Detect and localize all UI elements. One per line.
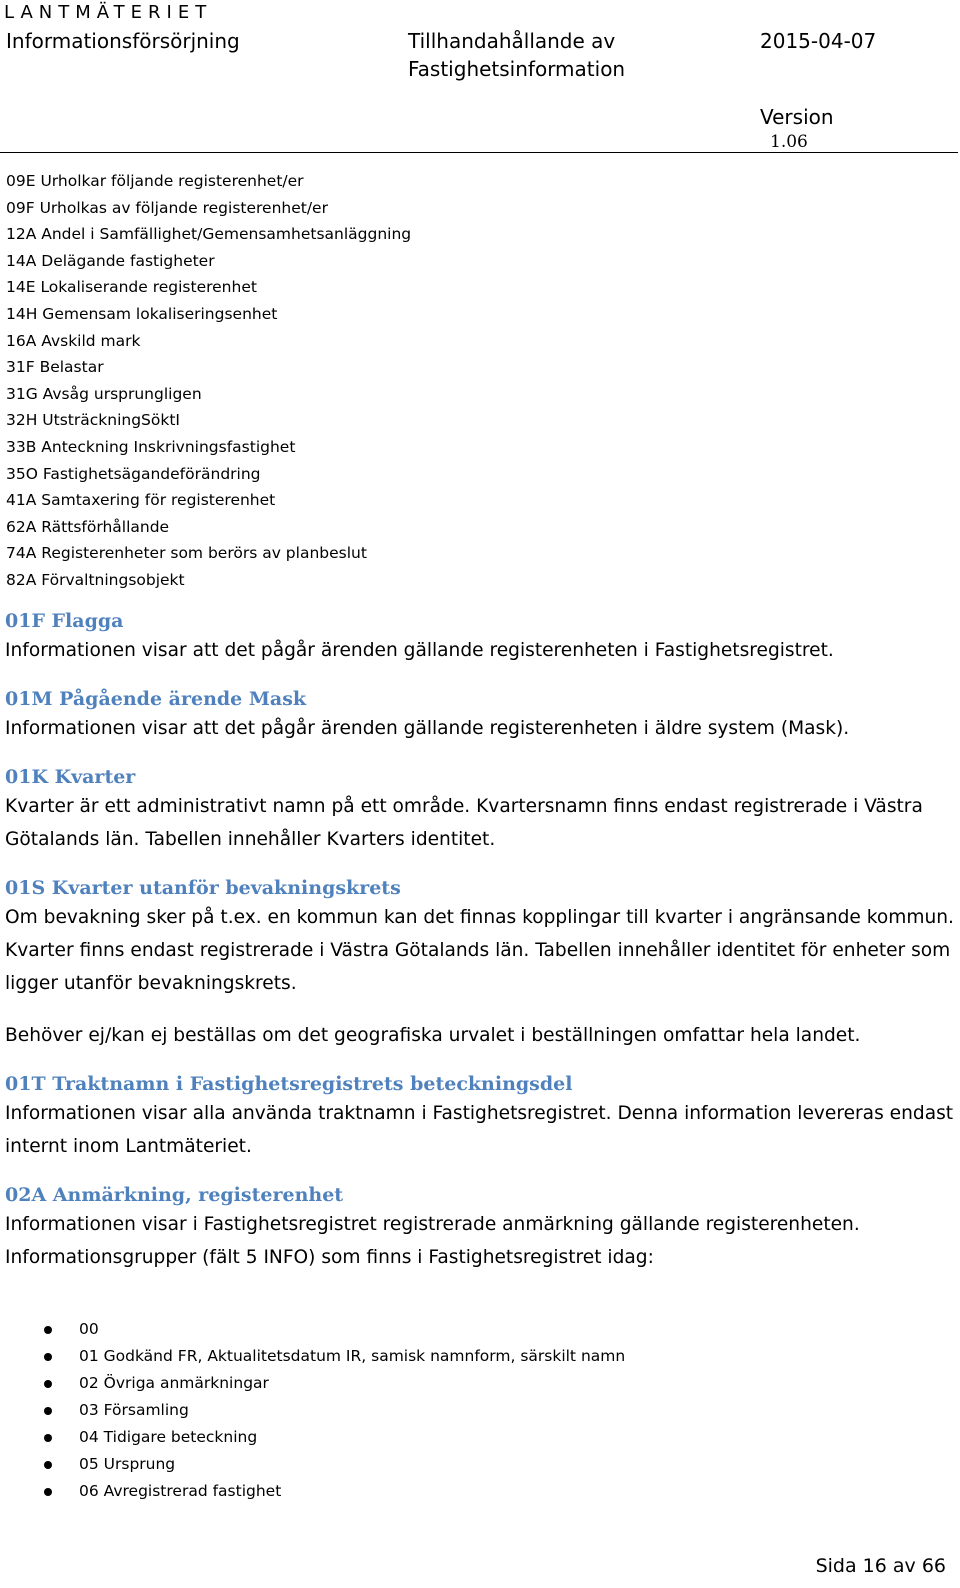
page-number: Sida 16 av 66 <box>815 1555 946 1577</box>
list-item <box>0 1424 625 1451</box>
bullet-icon <box>44 1353 52 1361</box>
section-01k <box>5 764 955 856</box>
section-heading: 01M Pågående ärende Mask <box>5 688 307 710</box>
section-paragraph: Behöver ej/kan ej beställas om det geografiska urvalet i beställningen omfattar hela landet. <box>5 1025 861 1046</box>
section-paragraph: Informationen visar i Fastighetsregistret registrerade anmärkning gällande registerenheten. Informationsgrupper (fält 5 INFO) som finns i Fastighetsregistret idag: <box>5 1214 860 1268</box>
list-item: 31G Avsåg ursprungligen <box>6 384 202 403</box>
list-item-label: 00 <box>79 1320 99 1338</box>
list-item: 35O Fastighetsägandeförändring <box>6 464 261 483</box>
list-item: 16A Avskild mark <box>6 331 141 350</box>
code-list <box>6 168 411 594</box>
bullet-icon <box>44 1488 52 1496</box>
list-item: 14E Lokaliserande registerenhet <box>6 278 257 297</box>
version-label: Version <box>760 105 834 129</box>
sections-container <box>5 608 955 1274</box>
section-paragraph: Kvarter är ett administrativt namn på ett område. Kvartersnamn finns endast registrerade i Västra Götalands län. Tabellen innehåller Kvarters identitet. <box>5 796 923 850</box>
list-item: 82A Förvaltningsobjekt <box>6 570 185 589</box>
section-paragraph: Informationen visar alla använda traktnamn i Fastighetsregistret. Denna information levereras endast internt inom Lantmäteriet. <box>5 1103 954 1157</box>
list-item-label: 04 Tidigare beteckning <box>79 1428 258 1446</box>
list-item <box>0 1370 625 1397</box>
info-group-list <box>0 1316 625 1505</box>
list-item-label: 01 Godkänd FR, Aktualitetsdatum IR, samisk namnform, särskilt namn <box>79 1347 626 1365</box>
bullet-icon <box>44 1407 52 1415</box>
department-label: Informationsförsörjning <box>6 29 240 53</box>
section-heading: 01S Kvarter utanför bevakningskrets <box>5 877 401 899</box>
list-item: 14H Gemensam lokaliseringsenhet <box>6 304 278 323</box>
list-item: 12A Andel i Samfällighet/Gemensamhetsanläggning <box>6 225 412 244</box>
section-02a <box>5 1182 955 1274</box>
section-heading: 01T Traktnamn i Fastighetsregistrets beteckningsdel <box>5 1073 573 1095</box>
document-title-line1: Tillhandahållande av <box>408 29 616 53</box>
list-item-label: 06 Avregistrerad fastighet <box>79 1482 282 1500</box>
section-01m <box>5 686 955 745</box>
list-item <box>0 1316 625 1343</box>
list-item: 09E Urholkar följande registerenhet/er <box>6 172 304 190</box>
section-paragraph: Informationen visar att det pågår ärenden gällande registerenheten i Fastighetsregistret. <box>5 640 834 661</box>
brand-logo-text: LANTMÄTERIET <box>4 2 213 23</box>
list-item <box>0 1478 625 1505</box>
section-paragraph: Om bevakning sker på t.ex. en kommun kan det finnas kopplingar till kvarter i angränsande kommun. Kvarter finns endast registrerade i Västra Götalands län. Tabellen innehåller identitet för enheter som ligger utanför bevakningskrets. <box>5 907 954 994</box>
list-item: 33B Anteckning Inskrivningsfastighet <box>6 437 296 456</box>
list-item <box>0 1397 625 1424</box>
list-item <box>0 1451 625 1478</box>
list-item <box>0 1343 625 1370</box>
section-01f <box>5 608 955 667</box>
section-heading: 01F Flagga <box>5 610 124 632</box>
header-divider <box>0 152 958 153</box>
section-01t <box>5 1071 955 1163</box>
bullet-icon <box>44 1461 52 1469</box>
list-item: 62A Rättsförhållande <box>6 517 170 536</box>
bullet-icon <box>44 1434 52 1442</box>
list-item: 41A Samtaxering för registerenhet <box>6 491 276 510</box>
section-01s <box>5 875 955 1052</box>
section-heading: 02A Anmärkning, registerenhet <box>5 1184 344 1206</box>
list-item-label: 03 Församling <box>79 1401 189 1419</box>
document-date: 2015-04-07 <box>760 29 877 53</box>
section-heading: 01K Kvarter <box>5 766 136 788</box>
list-item-label: 02 Övriga anmärkningar <box>79 1374 269 1392</box>
list-item: 09F Urholkas av följande registerenhet/er <box>6 198 328 217</box>
bullet-icon <box>44 1380 52 1388</box>
list-item: 14A Delägande fastigheter <box>6 251 215 270</box>
document-title-line2: Fastighetsinformation <box>408 57 626 81</box>
list-item: 31F Belastar <box>6 358 104 377</box>
list-item: 32H UtsträckningSöktI <box>6 411 180 430</box>
section-paragraph: Informationen visar att det pågår ärenden gällande registerenheten i äldre system (Mask). <box>5 718 850 739</box>
bullet-icon <box>44 1326 52 1334</box>
version-number: 1.06 <box>770 132 808 152</box>
list-item-label: 05 Ursprung <box>79 1455 176 1473</box>
list-item: 74A Registerenheter som berörs av planbeslut <box>6 544 367 563</box>
